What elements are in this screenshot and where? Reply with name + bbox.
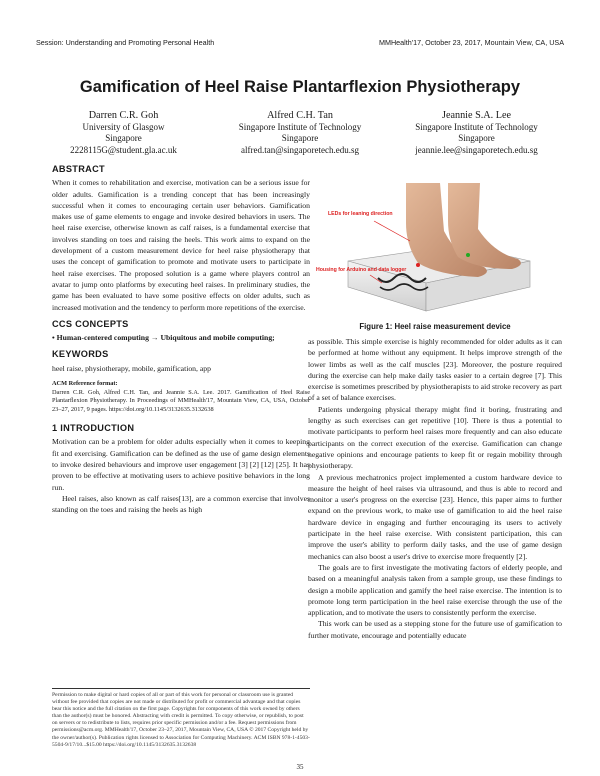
- running-head: [36, 38, 564, 47]
- paper-title: Gamification of Heel Raise Plantarflexion Physiotherapy: [79, 78, 521, 96]
- author-name: Jeannie S.A. Lee: [441, 110, 512, 121]
- right-paragraph-5: This work can be used as a stepping stone for the future use of gamification to further motivate, encourage and potentially educate: [308, 619, 562, 640]
- ccs-heading: CCS CONCEPTS: [52, 318, 129, 329]
- author-country: Singapore: [458, 133, 495, 144]
- running-head-left: Session: Understanding and Promoting Personal Health: [36, 38, 215, 47]
- intro-paragraph-1: Motivation can be a problem for older adults especially when it comes to keeping fit and exercising. Gamification can be defined as the use of game design elements to invoke desired behaviours and improve user engagement [3] [2] [12] [25]. It has proven to be effective at motivating users to achieve positive behaviors in the long run.: [52, 437, 310, 492]
- author-name: Darren C.R. Goh: [88, 110, 159, 121]
- author-name: Alfred C.H. Tan: [267, 110, 333, 121]
- intro-paragraph-2: Heel raises, also known as calf raises[13], are a common exercise that involves standing on the toes and raising the heels as high: [52, 493, 310, 515]
- author-country: Singapore: [281, 133, 319, 144]
- abstract-heading: ABSTRACT: [52, 164, 105, 174]
- intro-heading: 1 INTRODUCTION: [52, 423, 135, 434]
- author-3: [389, 110, 564, 156]
- right-paragraph-3: A previous mechatronics project implemented a custom hardware device to measure the height of heel raises via ultrasound, and thus is able to record and monitor a user's progress on the exercise [23]. Hence, this paper aims to further expand on the previous work, to make use of gamification to aid the heel raise hardware device in engaging and further encouraging its users to actively participate in the heel raise exercise. With consistent participation, this can improve the user's ability to perform daily tasks, and the use of game design mechanics can also boost a user's drive to exercise more frequently [2].: [308, 472, 562, 561]
- author-country: Singapore: [105, 133, 142, 144]
- author-affiliation: Singapore Institute of Technology: [238, 121, 362, 132]
- abstract-text: When it comes to rehabilitation and exercise, motivation can be a serious issue for older adults. Gamification is a trending concept that has been increasingly successful when it comes to encouraging certain user behaviors. Gamification makes use of game elements to engage and invoke desired behaviors in users. The heel raise exercise, otherwise known as calf raises, is a fundamental exercise that involves standing on toes and raising the heels. This work aims to expand on the development of a custom measurement device for heel raise physiotherapy that uses the concept of gamification to promote and motivate users to participate in heel raise exercises. The proposed solution is a game where players control an avatar to jump onto platforms by executing heel raises. In preliminary studies, the game has been evaluated to have some positive effects on older adults, such as increased motivation and the tendency to perform more repetitions of the exercise.: [52, 178, 310, 312]
- figure-label-leds: LEDs for leaning direction: [328, 211, 393, 217]
- permission-block: Permission to make digital or hard copies of all or part of this work for personal or classroom use is granted without fee provided that copies are not made or distributed for profit or commercial advantage and that copies bear this notice and the full citation on the first page. Copyrights for components of this work owned by others than the author(s) must be honored. Abstracting with credit is permitted. To copy otherwise, or republish, to post on servers or to redistribute to lists, requires prior specific permission and/or a fee. Request permissions from permissions@acm.org. MMHealth'17, October 23–27, 2017, Mountain View, CA, USA © 2017 Copyright held by the owner/author(s). Publication rights licensed to Association for Computing Machinery. ACM ISBN 978-1-4503-5504-9/17/10...$15.00 https://doi.org/10.1145/3132635.3132638: [52, 688, 310, 749]
- keywords-heading: KEYWORDS: [52, 349, 109, 360]
- right-paragraph-1: as possible. This simple exercise is highly recommended for older adults as it can be performed at home without any equipment. It helps improve strength of the lower limbs as well as the calf muscles [23]. Moreover, the posture required during the exercise can help make daily tasks easier to a certain degree [7]. This exercise is sometimes prescribed by physiotherapists to aid stroke recovery as part of a set of balance exercises.: [308, 337, 562, 403]
- author-affiliation: University of Glasgow: [82, 121, 165, 132]
- reference-heading: ACM Reference format:: [52, 380, 118, 388]
- author-2: [213, 110, 388, 156]
- reference-text: Darren C.R. Goh, Alfred C.H. Tan, and Jeannie S.A. Lee. 2017. Gamification of Heel Raise Plantarflexion Physiotherapy. In Proceedings of MMHealth'17, Mountain View, CA, USA, October 23–27, 2017, 9 pages. https://doi.org/10.1145/3132635.3132638: [52, 388, 310, 413]
- figure-caption: Figure 1: Heel raise measurement device: [359, 322, 511, 331]
- author-email: jeannie.lee@singaporetech.edu.sg: [415, 144, 538, 155]
- left-column: [52, 164, 310, 515]
- author-affiliation: Singapore Institute of Technology: [415, 121, 538, 132]
- keywords-text: heel raise, physiotherapy, mobile, gamification, app: [52, 363, 211, 373]
- right-column: [308, 336, 562, 641]
- right-paragraph-4: The goals are to first investigate the motivating factors of elderly people, and based on a meaningful analysis taken from a sample group, use these findings to design a mobile application and gamify the heel raise exercise. The intention is to promote long term participation in the heel raise exercise through the use of the application, and to motivate the users to consistently perform the exercise.: [308, 562, 562, 618]
- author-email: 2228115G@student.gla.ac.uk: [70, 144, 177, 155]
- page-number: 35: [296, 763, 304, 771]
- right-paragraph-2: Patients undergoing physical therapy might find it boring, frustrating and lengthy as such exercises can get repetitive [10]. There is thus a potential to motivate participants to perform heel raises more frequently and can also educate participants on the correct execution of the exercise. Gamification can change negative opinions and encourage patients to keep fit or regain mobility through physiotherapy.: [308, 404, 562, 471]
- figure-label-housing: Housing for Arduino and data logger: [316, 267, 407, 273]
- figure-heel-raise-device: [308, 183, 562, 313]
- author-block: [36, 110, 564, 156]
- ccs-text: • Human-centered computing → Ubiquitous and mobile computing;: [52, 333, 275, 343]
- running-head-right: MMHealth'17, October 23, 2017, Mountain View, CA, USA: [378, 38, 564, 47]
- author-email: alfred.tan@singaporetech.edu.sg: [241, 144, 359, 155]
- author-1: [36, 110, 211, 156]
